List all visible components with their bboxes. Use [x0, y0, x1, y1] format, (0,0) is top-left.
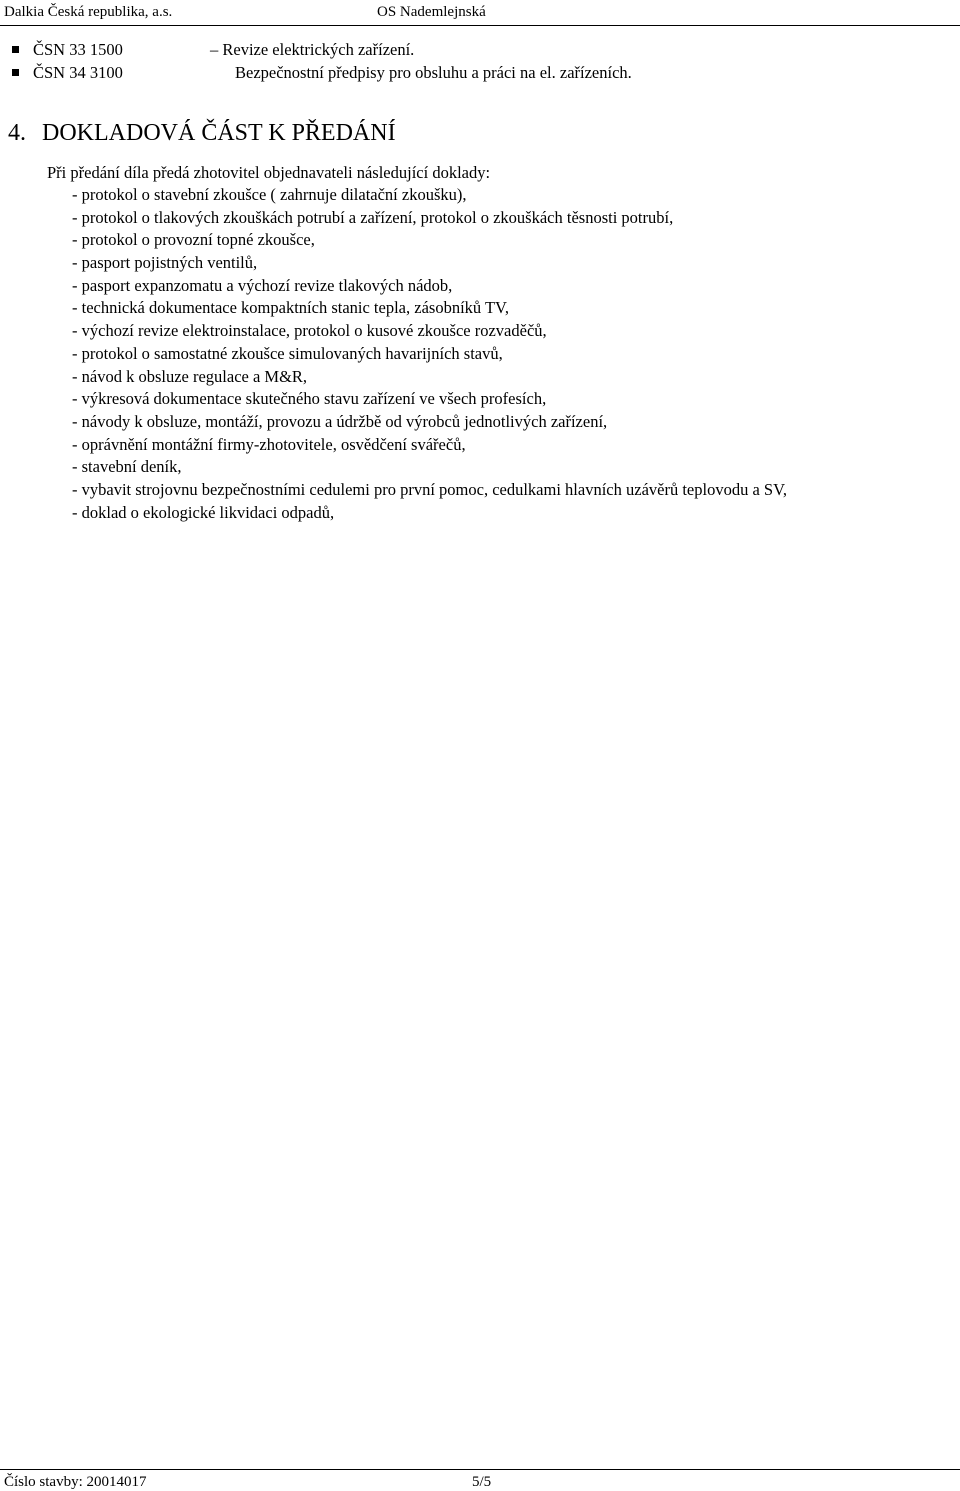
list-item: - pasport expanzomatu a výchozí revize tlakových nádob, — [72, 275, 453, 295]
list-item: - pasport pojistných ventilů, — [72, 253, 258, 273]
section-title: DOKLADOVÁ ČÁST K PŘEDÁNÍ — [42, 120, 396, 146]
standard-code: ČSN 33 1500 — [33, 40, 123, 59]
square-bullet-icon — [12, 46, 19, 53]
list-item: - výkresová dokumentace skutečného stavu zařízení ve všech profesích, — [72, 389, 547, 409]
document-list — [72, 184, 787, 524]
list-item: - výchozí revize elektroinstalace, protokol o kusové zkoušce rozvaděčů, — [72, 321, 547, 341]
list-item: - stavební deník, — [72, 457, 182, 477]
list-item: - vybavit strojovnu bezpečnostními cedulemi pro první pomoc, cedulkami hlavních uzávěrů teplovodu a SV, — [72, 479, 787, 499]
section-intro: Při předání díla předá zhotovitel objednavateli následující doklady: — [47, 163, 491, 182]
header-company: Dalkia Česká republika, a.s. — [4, 4, 173, 20]
footer-divider — [0, 1469, 960, 1470]
list-item: - protokol o provozní topné zkoušce, — [72, 230, 315, 250]
list-item: - návod k obsluze regulace a M&R, — [72, 366, 308, 386]
footer-page-number: 5/5 — [472, 1474, 492, 1490]
list-item: - doklad o ekologické likvidaci odpadů, — [72, 502, 335, 522]
header-divider — [0, 25, 960, 26]
section-number: 4. — [8, 120, 26, 146]
header-project: OS Nademlejnská — [377, 4, 486, 20]
list-item: - protokol o tlakových zkouškách potrubí a zařízení, protokol o zkouškách těsnosti potrubí, — [72, 207, 674, 227]
list-item: - protokol o samostatné zkoušce simulovaných havarijních stavů, — [72, 343, 503, 363]
standard-code: ČSN 34 3100 — [33, 63, 123, 82]
square-bullet-icon — [12, 69, 19, 76]
list-item: - oprávnění montážní firmy-zhotovitele, osvědčení svářečů, — [72, 434, 466, 454]
list-item: - protokol o stavební zkoušce ( zahrnuje dilatační zkoušku), — [72, 185, 467, 204]
standard-description: Bezpečnostní předpisy pro obsluhu a práci na el. zařízeních. — [235, 63, 632, 82]
list-item: - technická dokumentace kompaktních stanic tepla, zásobníků TV, — [72, 298, 509, 318]
section-heading — [8, 118, 396, 148]
list-item: - návody k obsluze, montáží, provozu a údržbě od výrobců jednotlivých zařízení, — [72, 411, 608, 431]
footer-building-number: Číslo stavby: 20014017 — [4, 1474, 147, 1490]
standard-description: – Revize elektrických zařízení. — [210, 40, 415, 59]
